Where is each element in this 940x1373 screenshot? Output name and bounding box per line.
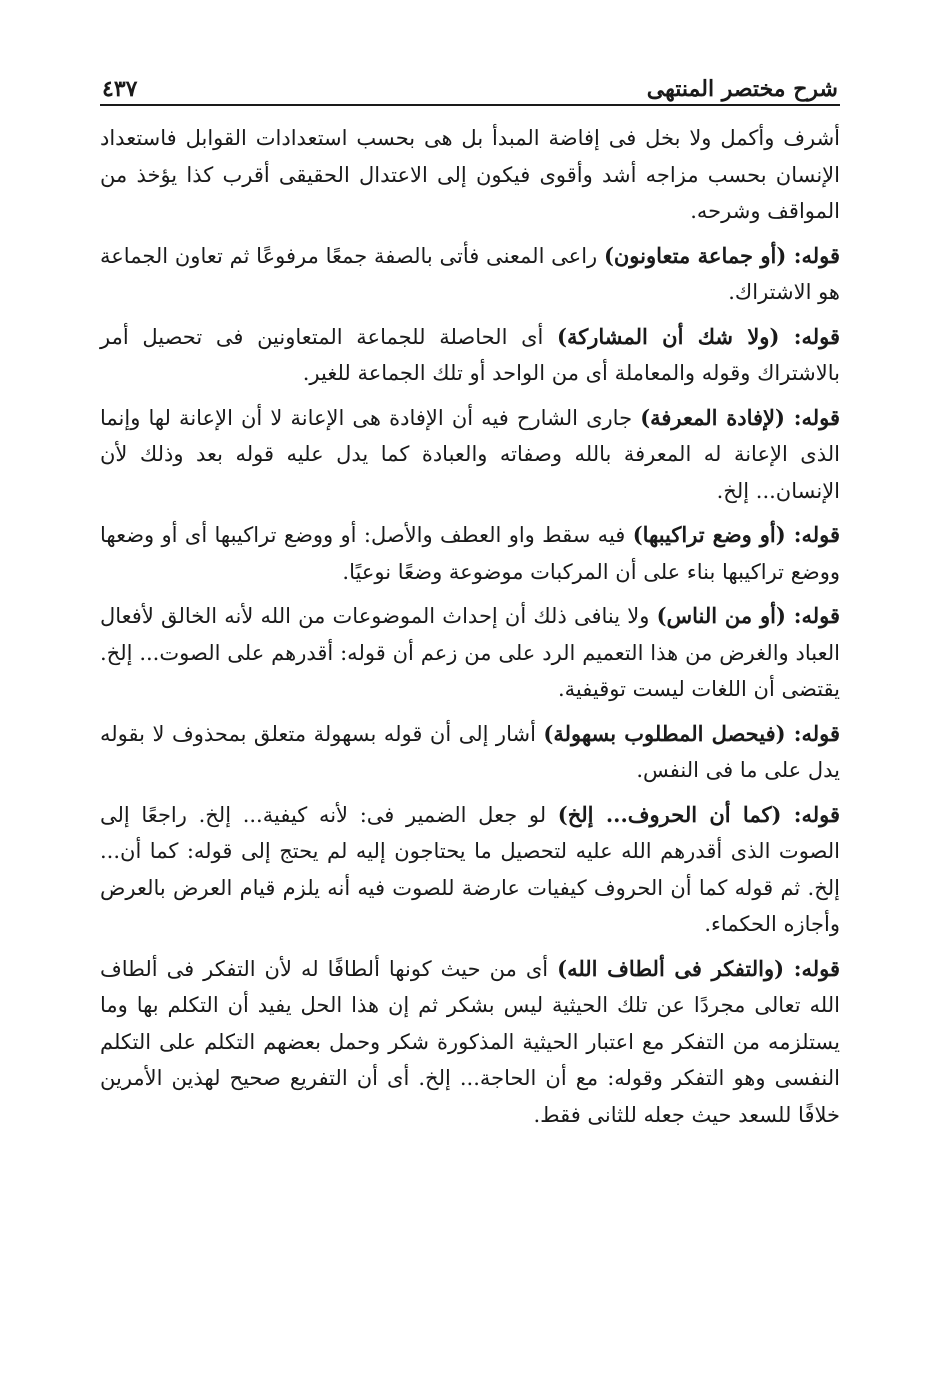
body-text	[100, 120, 840, 1133]
paragraph-lead: قوله:	[779, 323, 840, 349]
paragraph	[100, 400, 840, 510]
quoted-phrase: (أو جماعة متعاونون)	[603, 242, 787, 268]
quoted-phrase: (ولا شك أن المشاركة)	[557, 323, 780, 349]
paragraph-lead: قوله:	[784, 955, 840, 981]
paragraph-text: أشار إلى أن قوله بسهولة متعلق بمحذوف لا بقوله يدل على ما فى النفس.	[100, 721, 840, 782]
quoted-phrase: (فيحصل المطلوب بسهولة)	[543, 720, 786, 746]
paragraph-lead: قوله:	[785, 603, 840, 628]
paragraph-text: راعى المعنى فأتى بالصفة جمعًا مرفوعًا ثم تعاون الجماعة هو الاشتراك.	[100, 243, 840, 304]
page-number: ٤٣٧	[102, 76, 138, 102]
paragraph	[100, 319, 840, 392]
paragraph-lead: قوله:	[784, 404, 841, 430]
paragraph-lead: قوله:	[781, 801, 841, 827]
paragraph	[100, 951, 840, 1134]
book-page	[100, 70, 840, 1141]
paragraph	[100, 120, 840, 230]
paragraph-text: أى من حيث كونها ألطافًا له لأن التفكر فى ألطاف الله تعالى مجردًا عن تلك الحيثية ليس بشكر ثم إن هذا الحل يفيد أن التكلم بها وما يستلزمه من التفكر مع اعتبار الحيثية المذكورة شكر وحمل بعضهم التكلم على التكلم النفسى وهو التفكر وقوله: مع أن الحاجة... إلخ. أى أن التفريع صحيح لهذين الأمرين خلافًا للسعد حيث جعله للثانى فقط.	[100, 956, 840, 1127]
paragraph-text: أى الحاصلة للجماعة المتعاونين فى تحصيل أمر بالاشتراك وقوله والمعاملة أى من الواحد أو تلك الجماعة للغير.	[100, 324, 840, 385]
running-header	[100, 70, 840, 106]
paragraph	[100, 598, 840, 708]
paragraph-text: لو جعل الضمير فى: لأنه كيفية... إلخ. راجعًا إلى الصوت الذى أقدرهم الله عليه لتحصيل ما يحتاجون إليه لم يحتج إلى قوله: كما أن... إلخ. ثم قوله كما أن الحروف كيفيات عارضة للصوت فيه أنه يلزم قيام العرض بالعرض وأجازه الحكماء.	[100, 802, 840, 936]
paragraph-lead: قوله:	[786, 242, 840, 268]
quoted-phrase: (كما أن الحروف... إلخ)	[557, 801, 782, 827]
quoted-phrase: (والتفكر فى ألطاف الله)	[557, 955, 785, 981]
paragraph-text: جارى الشارح فيه أن الإفادة هى الإعانة لا أن الإعانة لها وإنما الذى الإعانة له المعرفة بالله وصفاته والعبادة كما يدل عليه قوله بعد وذلك لأن الإنسان... إلخ.	[100, 405, 840, 503]
paragraph	[100, 716, 840, 789]
paragraph-lead: قوله:	[785, 522, 840, 547]
paragraph	[100, 797, 840, 943]
paragraph	[100, 238, 840, 311]
paragraph-text: ولا ينافى ذلك أن إحداث الموضوعات من الله لأنه الخالق لأفعال العباد والغرض من هذا التعميم الرد على من زعم أن قوله: أقدرهم على الصوت... إلخ. يقتضى أن اللغات ليست توقيفية.	[100, 604, 840, 701]
quoted-phrase: (لإفادة المعرفة)	[640, 404, 785, 430]
quoted-phrase: (أو من الناس)	[656, 603, 786, 628]
paragraph-text: فيه سقط واو العطف والأصل: أو ووضع تراكيبها أى أو وضعها ووضع تراكيبها بناء على أن المركبات موضوعة وضعًا نوعيًا.	[100, 523, 840, 584]
paragraph-lead: قوله:	[785, 720, 840, 746]
paragraph	[100, 517, 840, 590]
paragraph-text: أشرف وأكمل ولا بخل فى إفاضة المبدأ بل هى بحسب استعدادات القوابل فاستعداد الإنسان بحسب مزاجه أشد وأقوى فيكون إلى الاعتدال الحقيقى أقرب كذا يؤخذ من المواقف وشرحه.	[100, 126, 840, 223]
quoted-phrase: (أو وضع تراكيبها)	[632, 522, 786, 547]
running-title: شرح مختصر المنتهى	[646, 76, 838, 102]
